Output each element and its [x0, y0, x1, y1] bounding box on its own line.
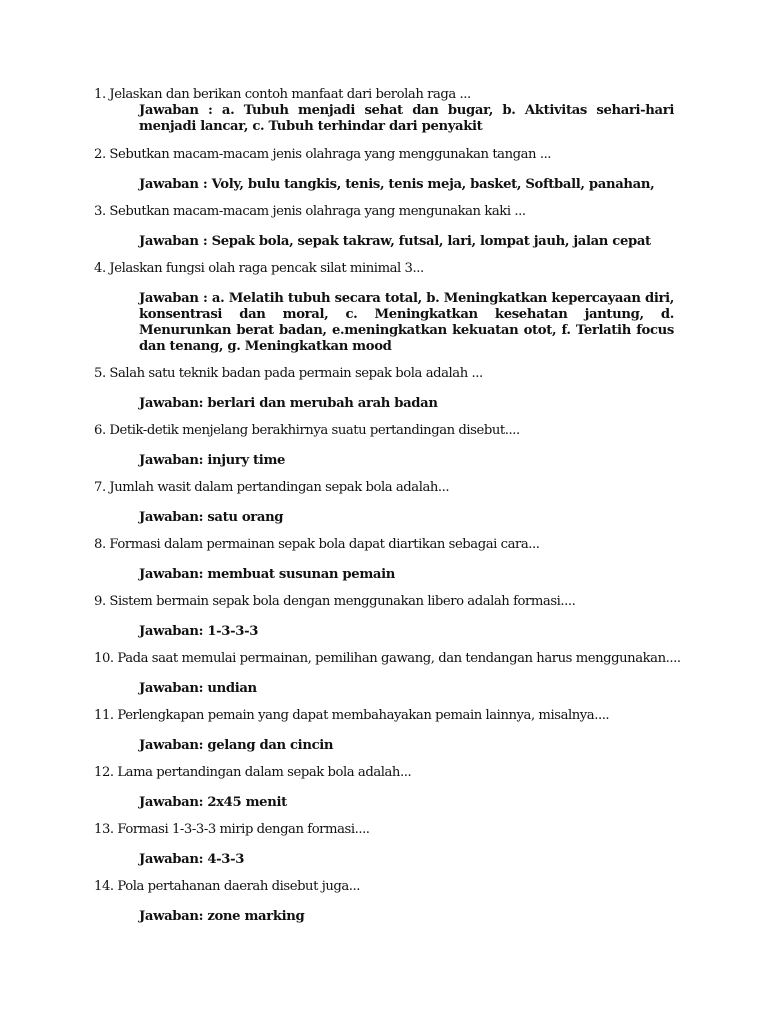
question-7: 7. Jumlah wasit dalam pertandingan sepak bola adalah... — [94, 480, 450, 495]
answer-4: Jawaban : a. Melatih tubuh secara total, b. Meningkatkan kepercayaan diri, konsentrasi dan moral, c. Meningkatkan kesehatan jantung, d. Menurunkan berat badan, e.meningkatkan kekuatan otot, f. Terlatih focus dan tenang, g. Meningkatkan mood — [139, 291, 674, 354]
answer-13: Jawaban: 4-3-3 — [139, 852, 245, 867]
qa-item-11 — [94, 707, 674, 754]
question-12: 12. Lama pertandingan dalam sepak bola adalah... — [94, 765, 412, 780]
answer-14: Jawaban: zone marking — [139, 909, 305, 924]
qa-item-7 — [94, 479, 674, 526]
question-1: 1. Jelaskan dan berikan contoh manfaat dari berolah raga ... — [94, 87, 471, 102]
question-5: 5. Salah satu teknik badan pada permain sepak bola adalah ... — [94, 366, 483, 381]
question-10: 10. Pada saat memulai permainan, pemilihan gawang, dan tendangan harus menggunakan.... — [94, 651, 681, 666]
answer-5: Jawaban: berlari dan merubah arah badan — [139, 396, 438, 411]
qa-list — [94, 86, 681, 925]
question-6: 6. Detik-detik menjelang berakhirnya suatu pertandingan disebut.... — [94, 423, 520, 438]
question-2: 2. Sebutkan macam-macam jenis olahraga yang menggunakan tangan ... — [94, 147, 552, 162]
qa-item-14 — [94, 878, 674, 925]
answer-6: Jawaban: injury time — [139, 453, 286, 468]
qa-item-8 — [94, 536, 674, 583]
question-3: 3. Sebutkan macam-macam jenis olahraga yang mengunakan kaki ... — [94, 204, 526, 219]
qa-item-2 — [94, 146, 674, 193]
question-13: 13. Formasi 1-3-3-3 mirip dengan formasi.... — [94, 822, 370, 837]
question-4: 4. Jelaskan fungsi olah raga pencak silat minimal 3... — [94, 261, 424, 276]
qa-item-13 — [94, 821, 674, 868]
answer-3: Jawaban : Sepak bola, sepak takraw, futsal, lari, lompat jauh, jalan cepat — [139, 234, 651, 249]
qa-item-6 — [94, 422, 674, 469]
qa-item-4 — [94, 260, 674, 355]
answer-8: Jawaban: membuat susunan pemain — [139, 567, 396, 582]
answer-1: Jawaban : a. Tubuh menjadi sehat dan bugar, b. Aktivitas sehari-hari menjadi lancar, c. Tubuh terhindar dari penyakit — [139, 103, 674, 134]
question-9: 9. Sistem bermain sepak bola dengan menggunakan libero adalah formasi.... — [94, 594, 576, 609]
qa-item-3 — [94, 203, 674, 250]
qa-item-1 — [94, 86, 674, 135]
qa-item-9 — [94, 593, 674, 640]
question-11: 11. Perlengkapan pemain yang dapat membahayakan pemain lainnya, misalnya.... — [94, 708, 610, 723]
qa-item-12 — [94, 764, 674, 811]
question-14: 14. Pola pertahanan daerah disebut juga... — [94, 879, 361, 894]
answer-2: Jawaban : Voly, bulu tangkis, tenis, tenis meja, basket, Softball, panahan, — [139, 177, 655, 192]
answer-10: Jawaban: undian — [139, 681, 257, 696]
answer-12: Jawaban: 2x45 menit — [139, 795, 287, 810]
answer-7: Jawaban: satu orang — [139, 510, 284, 525]
answer-11: Jawaban: gelang dan cincin — [139, 738, 334, 753]
qa-item-5 — [94, 365, 674, 412]
question-8: 8. Formasi dalam permainan sepak bola dapat diartikan sebagai cara... — [94, 537, 540, 552]
answer-9: Jawaban: 1-3-3-3 — [139, 624, 259, 639]
qa-item-10 — [94, 650, 681, 697]
